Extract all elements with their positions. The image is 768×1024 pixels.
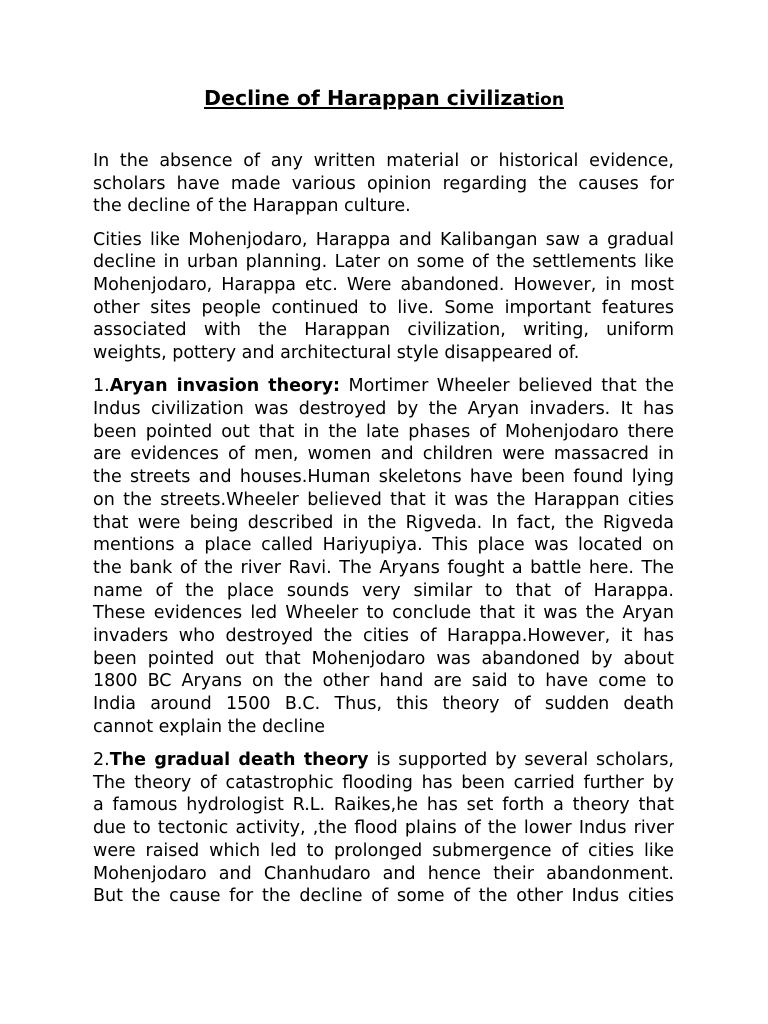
paragraph-line: that were being described in the Rigveda. In fact, the Rigveda (93, 512, 674, 533)
title-text: Decline of Harappan civiliza (204, 86, 527, 110)
paragraph-line: on the streets.Wheeler believed that it was the Harappan cities (93, 489, 674, 510)
paragraph-line: decline in urban planning. Later on some of the settlements like (93, 252, 674, 273)
paragraph-line: Mohenjodaro, Harappa etc. Were abandoned. However, in most (93, 275, 674, 296)
paragraph-line: were raised which led to prolonged submergence of cities like (93, 840, 674, 861)
paragraph-gradual-death-theory (93, 749, 674, 908)
paragraph-aryan-invasion-theory (93, 375, 674, 738)
paragraph-line: Indus civilization was destroyed by the Aryan invaders. It has (93, 399, 674, 420)
paragraph-line: other sites people continued to live. Some important features (93, 297, 674, 318)
paragraph-line: In the absence of any written material or historical evidence, (93, 151, 674, 171)
paragraph-line: associated with the Harappan civilization, writing, uniform (93, 320, 674, 341)
paragraph-line-text: is supported by several scholars, (368, 750, 674, 771)
paragraph-line: invaders who destroyed the cities of Harappa.However, it has (93, 626, 674, 647)
section-number: 2. (93, 750, 110, 771)
paragraph-line: been pointed out that in the late phases of Mohenjodaro there (93, 421, 674, 442)
paragraph-line: These evidences led Wheeler to conclude that it was the Aryan (93, 603, 674, 624)
paragraph-line: cannot explain the decline (93, 716, 326, 737)
section-heading: The gradual death theory (109, 750, 369, 771)
section-number: 1. (93, 376, 110, 397)
paragraph-line: Mohenjodaro and Chanhudaro and hence their abandonment. (93, 863, 674, 884)
paragraph-cities (93, 229, 674, 365)
section-heading: Aryan invasion theory: (109, 376, 340, 397)
paragraph-line: due to tectonic activity, ,the flood plains of the lower Indus river (93, 818, 674, 839)
paragraph-line: been pointed out that Mohenjodaro was abandoned by about (93, 648, 674, 669)
paragraph-line: weights, pottery and architectural style disappeared of. (93, 343, 580, 364)
paragraph-line-text: Mortimer Wheeler believed that the (340, 376, 674, 397)
paragraph-line: But the cause for the decline of some of the other Indus cities (93, 886, 674, 907)
paragraph-line: a famous hydrologist R.L. Raikes,he has set forth a theory that (93, 795, 674, 816)
paragraph-line: the streets and houses.Human skeletons have been found lying (93, 467, 674, 488)
paragraph-line: mentions a place called Hariyupiya. This place was located on (93, 535, 674, 556)
paragraph-line: The theory of catastrophic flooding has been carried further by (93, 772, 674, 793)
paragraph-line: the decline of the Harappan culture. (93, 196, 411, 217)
paragraph-line: name of the place sounds very similar to that of Harappa. (93, 580, 674, 601)
paragraph-intro (93, 150, 674, 218)
paragraph-line (93, 375, 674, 398)
paragraph-line: India around 1500 B.C. Thus, this theory of sudden death (93, 694, 674, 715)
paragraph-line: are evidences of men, women and children were massacred in (93, 444, 674, 465)
document-title (0, 85, 768, 113)
paragraph-line: the bank of the river Ravi. The Aryans fought a battle here. The (93, 557, 674, 578)
title-text-suffix: tion (526, 90, 564, 110)
paragraph-line (93, 749, 674, 772)
paragraph-line: 1800 BC Aryans on the other hand are said to have come to (93, 671, 674, 692)
paragraph-line: Cities like Mohenjodaro, Harappa and Kalibangan saw a gradual (93, 229, 674, 250)
document-body (93, 150, 674, 919)
paragraph-line: scholars have made various opinion regarding the causes for (93, 173, 674, 194)
